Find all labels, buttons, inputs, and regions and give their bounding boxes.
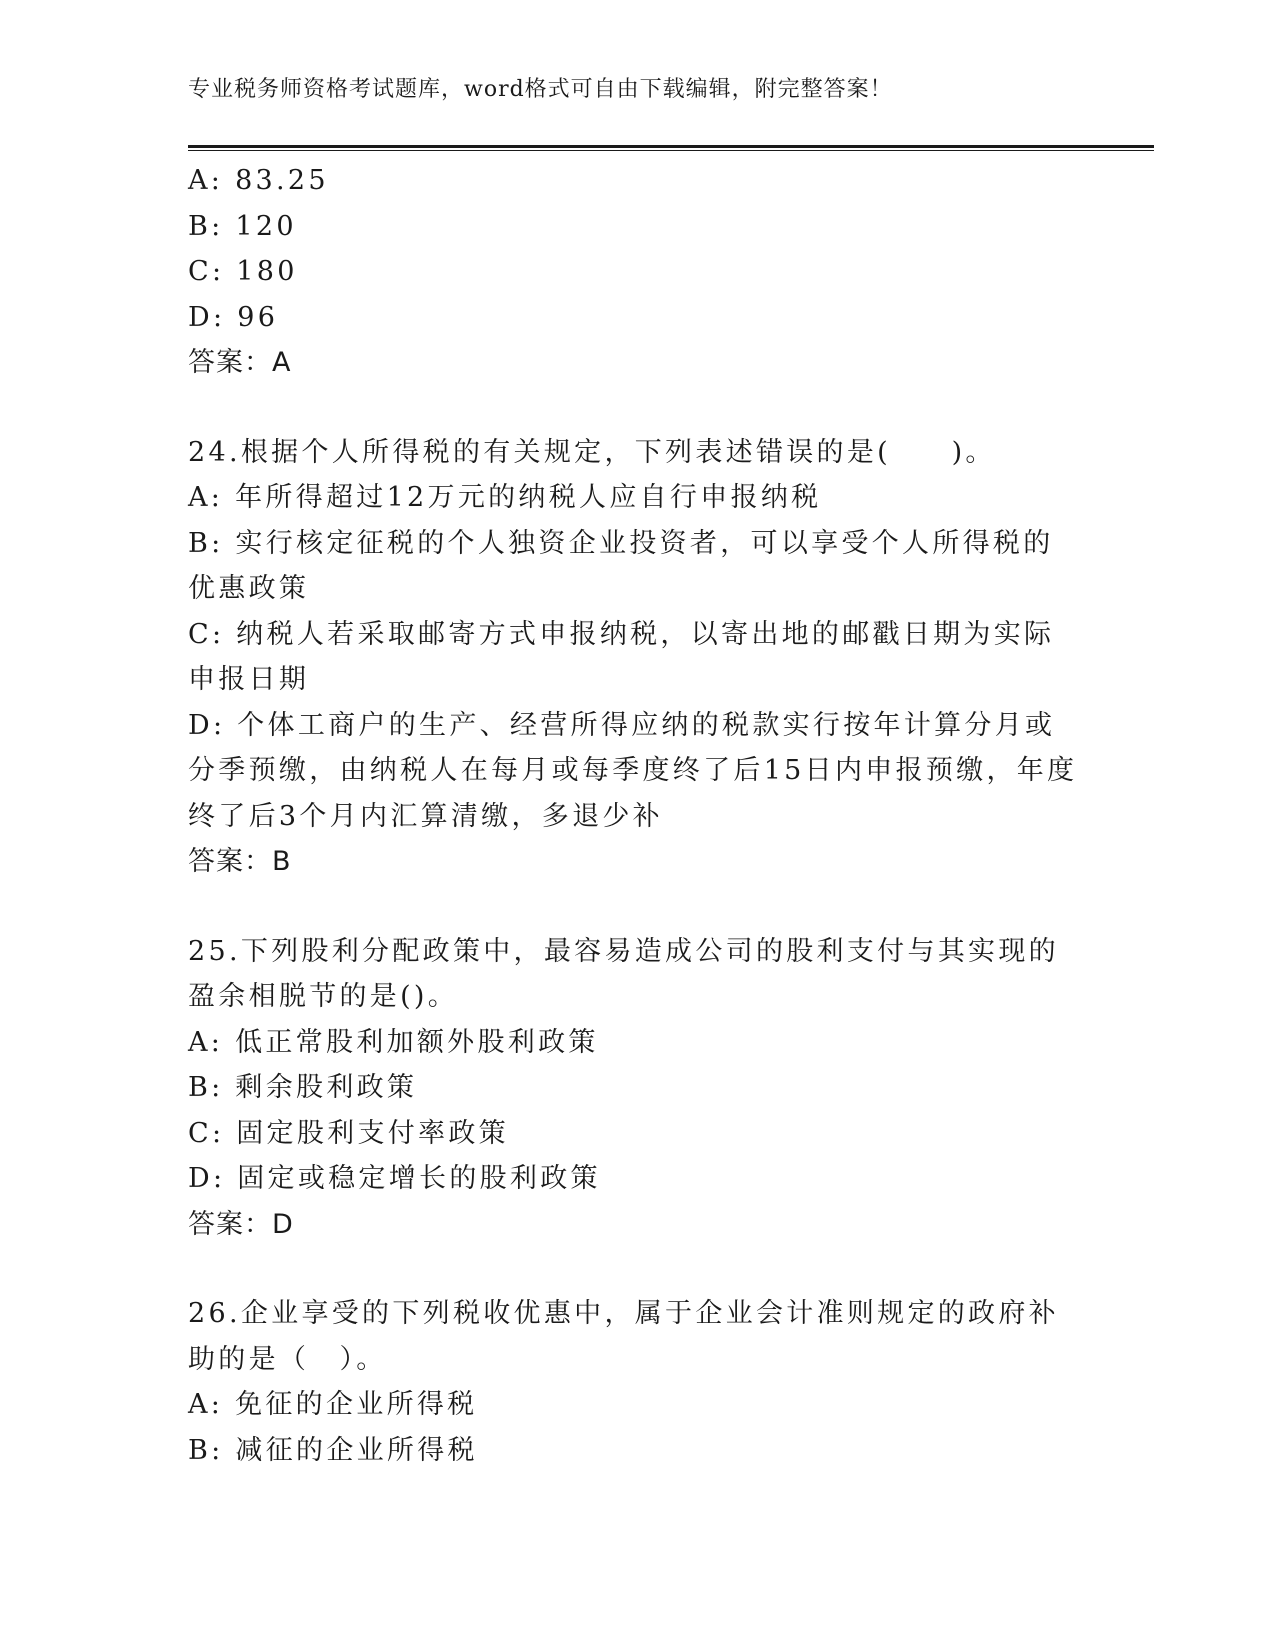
option-d: D: 96 <box>188 301 279 333</box>
question-block-25 <box>188 929 1078 1248</box>
header-rule-thin <box>188 150 1154 151</box>
question-spacer <box>188 1247 1078 1291</box>
question-stem: 24.根据个人所得税的有关规定，下列表述错误的是( )。 <box>188 436 996 468</box>
option-c: C: 180 <box>188 256 298 287</box>
option-c: C: 纳税人若采取邮寄方式申报纳税，以寄出地的邮戳日期为实际申报日期 <box>188 618 1055 695</box>
document-body <box>188 158 1078 1473</box>
question-block-23 <box>188 158 1078 386</box>
answer-text: 答案：B <box>188 846 292 877</box>
answer-text: 答案：D <box>188 1208 294 1240</box>
question-block-26 <box>188 1291 1078 1473</box>
option-d: D: 固定或稳定增长的股利政策 <box>188 1163 601 1194</box>
option-a: A: 低正常股利加额外股利政策 <box>188 1026 599 1058</box>
question-stem: 25.下列股利分配政策中，最容易造成公司的股利支付与其实现的盈余相脱节的是()。 <box>188 935 1059 1012</box>
option-a: A: 免征的企业所得税 <box>188 1389 478 1420</box>
option-a: A: 83.25 <box>188 165 329 196</box>
option-b: B: 剩余股利政策 <box>188 1072 418 1103</box>
question-stem: 26.企业享受的下列税收优惠中，属于企业会计准则规定的政府补助的是（ ）。 <box>188 1298 1059 1375</box>
option-a: A: 年所得超过12万元的纳税人应自行申报纳税 <box>188 482 822 513</box>
question-spacer <box>188 386 1078 430</box>
page-header: 专业税务师资格考试题库，word格式可自由下载编辑，附完整答案！ <box>188 77 893 102</box>
header-rule <box>188 145 1154 148</box>
option-b: B: 减征的企业所得税 <box>188 1434 478 1466</box>
question-block-24 <box>188 430 1078 885</box>
option-d: D: 个体工商户的生产、经营所得应纳的税款实行按年计算分月或分季预缴，由纳税人在每月或每季度终了后15日内申报预缴，年度终了后3个月内汇算清缴，多退少补 <box>188 709 1078 832</box>
option-b: B: 120 <box>188 210 297 242</box>
option-b: B: 实行核定征税的个人独资企业投资者，可以享受个人所得税的优惠政策 <box>188 527 1054 604</box>
option-c: C: 固定股利支付率政策 <box>188 1117 509 1149</box>
question-spacer <box>188 885 1078 929</box>
answer-text: 答案：A <box>188 347 292 378</box>
